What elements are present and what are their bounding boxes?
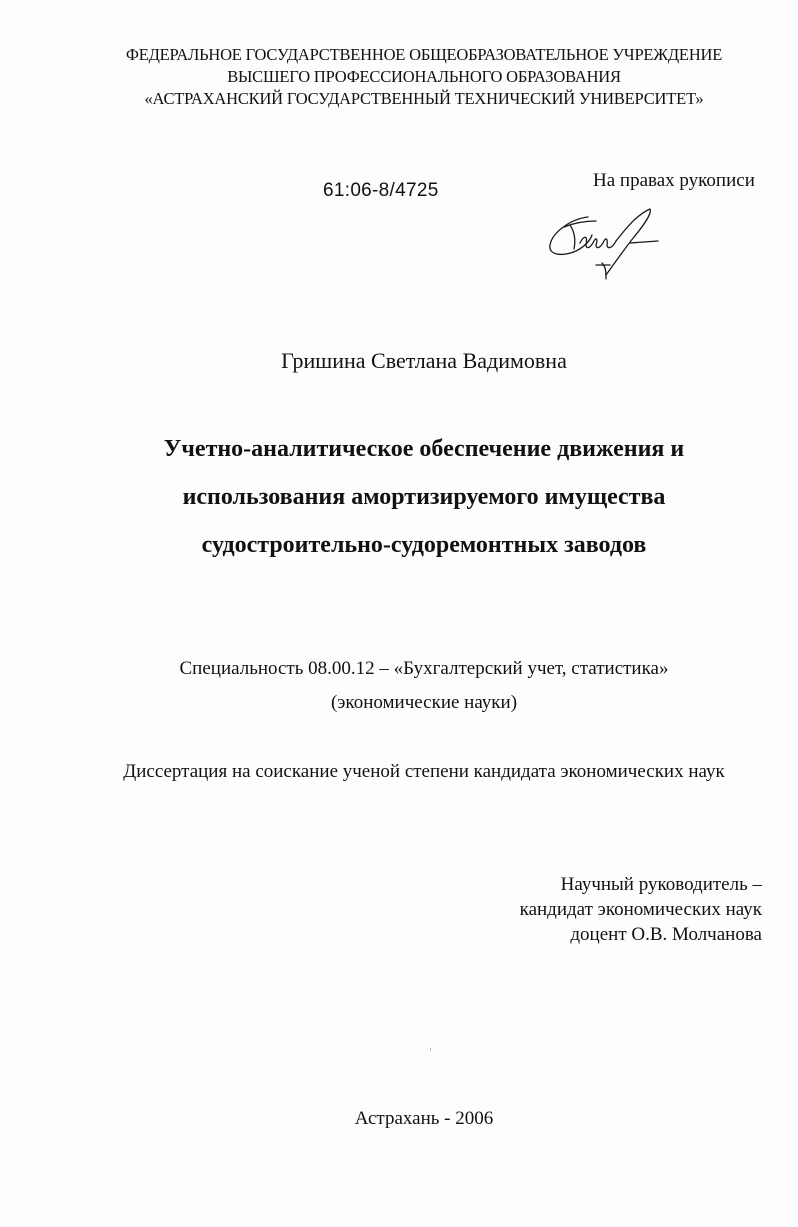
institution-line-1: ФЕДЕРАЛЬНОЕ ГОСУДАРСТВЕННОЕ ОБЩЕОБРАЗОВАТЕЛЬНОЕ УЧРЕЖДЕНИЕ bbox=[125, 45, 723, 64]
institution-line-2: ВЫСШЕГО ПРОФЕССИОНАЛЬНОГО ОБРАЗОВАНИЯ bbox=[227, 67, 621, 86]
institution-line-3: «АСТРАХАНСКИЙ ГОСУДАРСТВЕННЫЙ ТЕХНИЧЕСКИЙ УНИВЕРСИТЕТ» bbox=[144, 89, 704, 108]
dissertation-title bbox=[0, 425, 798, 569]
supervisor-role: Научный руководитель – bbox=[560, 874, 762, 895]
institution-header bbox=[0, 44, 798, 110]
specialty-block bbox=[0, 652, 798, 720]
specialty-line: Специальность 08.00.12 – «Бухгалтерский учет, статистика» bbox=[179, 658, 669, 679]
author-name: Гришина Светлана Вадимовна bbox=[281, 348, 567, 373]
specialty-field: (экономические науки) bbox=[330, 692, 518, 713]
signature-icon bbox=[540, 205, 670, 285]
supervisor-block bbox=[520, 872, 762, 947]
dissertation-degree-note: Диссертация на соискание ученой степени кандидата экономических наук bbox=[123, 761, 725, 782]
supervisor-name: доцент О.В. Молчанова bbox=[570, 924, 762, 945]
title-line-3: судостроительно-судоремонтных заводов bbox=[201, 532, 647, 558]
supervisor-degree: кандидат экономических наук bbox=[519, 899, 762, 920]
title-line-2: использования амортизируемого имущества bbox=[182, 484, 666, 510]
manuscript-rights-label: На правах рукописи bbox=[593, 170, 755, 191]
place-and-year: Астрахань - 2006 bbox=[354, 1108, 494, 1129]
title-line-1: Учетно-аналитическое обеспечение движения и bbox=[163, 436, 685, 462]
scan-speck bbox=[430, 1048, 431, 1051]
archive-code: 61:06-8/4725 bbox=[323, 180, 439, 201]
